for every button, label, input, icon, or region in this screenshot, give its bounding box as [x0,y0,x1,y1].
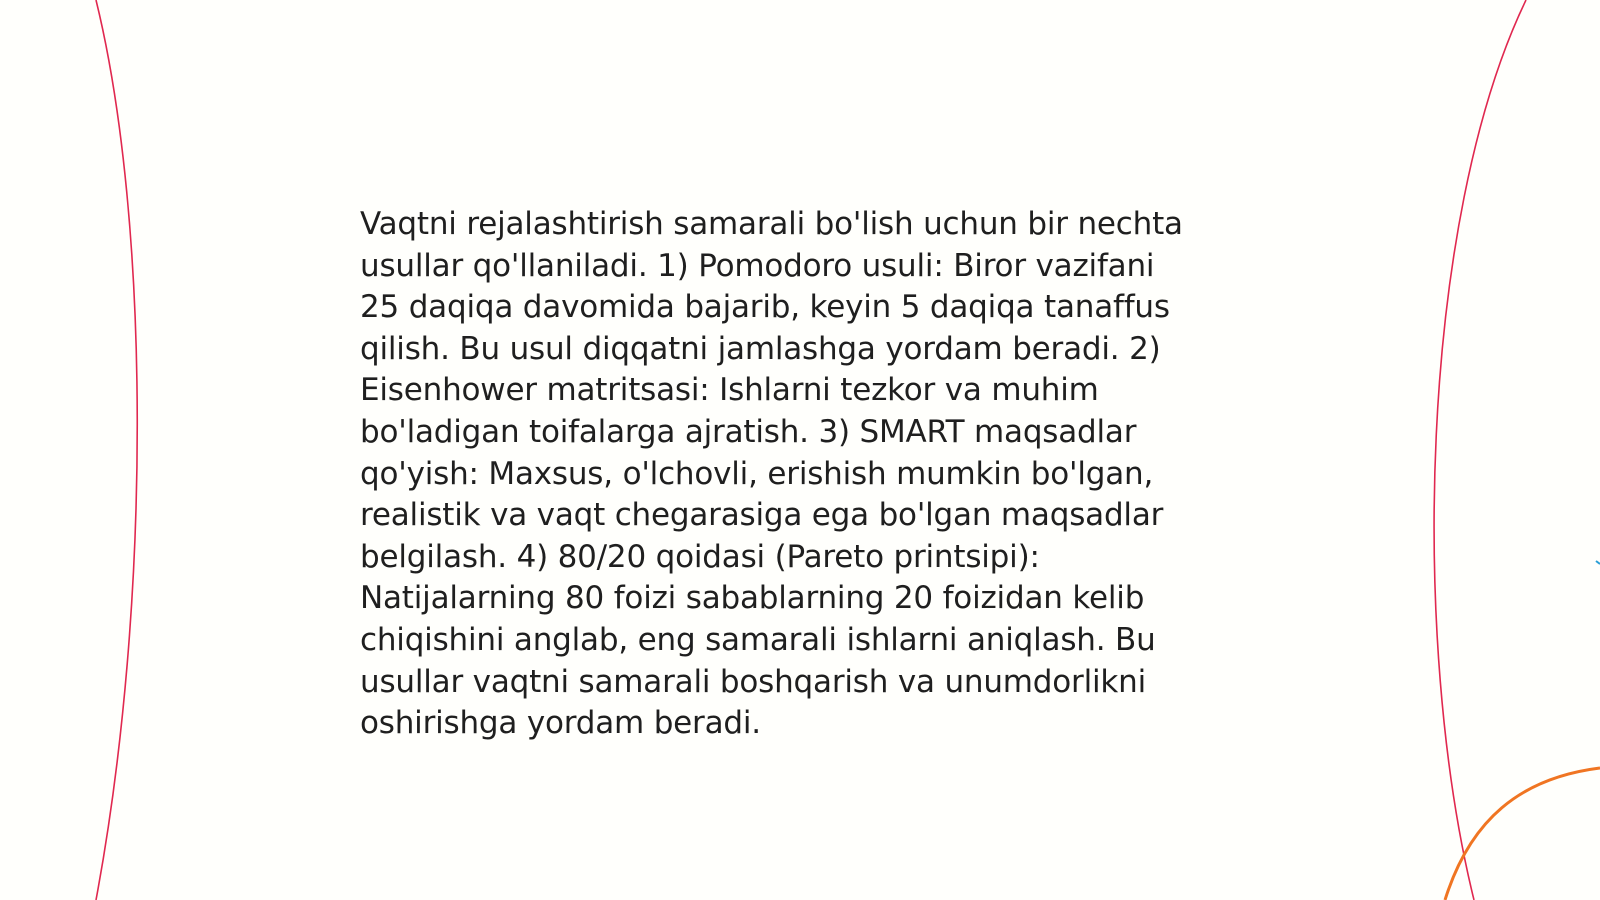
body-line: 25 daqiqa davomida bajarib, keyin 5 daqiqa tanaffus [360,289,1170,326]
body-line: qilish. Bu usul diqqatni jamlashga yordam beradi. 2) [360,330,1161,367]
body-line: realistik va vaqt chegarasiga ega bo'lgan maqsadlar [360,497,1164,534]
body-line: oshirishga yordam beradi. [360,705,761,742]
body-line: belgilash. 4) 80/20 qoidasi (Pareto printsipi): [360,538,1040,575]
orange-accent-arc [1445,768,1600,900]
body-line: qo'yish: Maxsus, o'lchovli, erishish mumkin bo'lgan, [360,455,1154,492]
left-curve-line [96,0,137,900]
body-line: chiqishini anglab, eng samarali ishlarni aniqlash. Bu [360,621,1156,658]
body-line: usullar vaqtni samarali boshqarish va unumdorlikni [360,663,1147,700]
body-line: Natijalarning 80 foizi sabablarning 20 foizidan kelib [360,580,1145,617]
blue-accent-tick [1596,561,1600,564]
body-line: Vaqtni rejalashtirish samarali bo'lish uchun bir nechta [360,206,1183,242]
body-line: Eisenhower matritsasi: Ishlarni tezkor va muhim [360,372,1099,409]
body-line: bo'ladigan toifalarga ajratish. 3) SMART maqsadlar [360,413,1137,450]
right-curve-line [1434,0,1526,900]
body-text [360,204,1260,745]
body-line: usullar qo'llaniladi. 1) Pomodoro usuli: Biror vazifani [360,247,1155,284]
